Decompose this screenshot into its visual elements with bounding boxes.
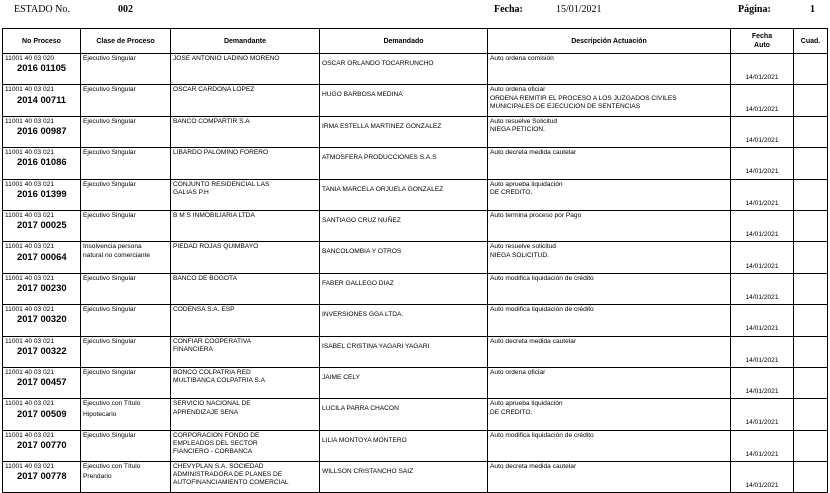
cell-demandante: OSCAR CARDONA LOPEZ [171, 85, 320, 116]
clase-proceso: Ejecutivo Singular [83, 180, 136, 188]
cell-clase [81, 179, 171, 210]
clase-proceso: Insolvencia persona natural no comerciante [83, 243, 151, 259]
cell-fecha-auto: 14/01/2021 [731, 242, 794, 273]
cell-cuad [794, 273, 828, 304]
pagina-label: Página: [738, 4, 771, 15]
cell-demandado: FABER GALLEGO DIAZ [320, 273, 488, 304]
clase-proceso: Ejecutivo Singular [83, 274, 136, 282]
col-header-demandado: Demandado [320, 29, 488, 54]
proceso-code: 11001 40 03 021 [5, 149, 55, 157]
cell-demandante: CONJUNTO RESIDENCIAL LAS GALIAS P.H [171, 179, 320, 210]
cell-proceso [3, 273, 81, 304]
cell-demandado: LUCILA PARRA CHACON [320, 399, 488, 430]
proceso-number: 2016 01105 [17, 62, 67, 74]
table-row [3, 305, 828, 336]
proceso-code: 11001 40 03 021 [5, 180, 55, 188]
cell-proceso [3, 148, 81, 179]
cell-fecha-auto: 14/01/2021 [731, 430, 794, 461]
table-row [3, 336, 828, 367]
proceso-code: 11001 40 03 021 [5, 400, 55, 408]
estado-table [2, 28, 828, 493]
cell-clase [81, 54, 171, 85]
proceso-code: 11001 40 03 021 [5, 368, 55, 376]
col-header-demandante: Demandante [171, 29, 320, 54]
cell-proceso [3, 85, 81, 116]
cell-clase [81, 305, 171, 336]
cell-cuad [794, 336, 828, 367]
cell-descripcion: Auto decreta medida cautelar [488, 336, 731, 367]
clase-proceso-extra: Hipotecario [83, 410, 117, 418]
cell-descripcion: Auto modifica liquidación de crédito [488, 305, 731, 336]
cell-descripcion: Auto resuelve Solicitud NIEGA PETICION. [488, 116, 731, 147]
cell-demandante: CORPORACION FONDO DE EMPLEADOS DEL SECTOR FIANCIERO - CORBANCA [171, 430, 320, 461]
table-row [3, 85, 828, 116]
proceso-number: 2016 01399 [17, 187, 67, 199]
cell-demandante: JOSE ANTONIO LADINO MORENO [171, 54, 320, 85]
fecha-value: 15/01/2021 [556, 4, 602, 15]
cell-cuad [794, 148, 828, 179]
cell-descripcion: Auto modifica liquidación de crédito [488, 430, 731, 461]
cell-demandado: JAIME CELY [320, 367, 488, 398]
col-header-proceso: No Proceso [3, 29, 81, 54]
proceso-code: 11001 40 03 021 [5, 86, 55, 94]
cell-descripcion: Auto resuelve solicitud NIEGA SOLICITUD. [488, 242, 731, 273]
table-row [3, 54, 828, 85]
proceso-code: 11001 40 03 021 [5, 117, 55, 125]
col-header-clase: Clase de Proceso [81, 29, 171, 54]
cell-proceso [3, 430, 81, 461]
clase-proceso: Ejecutivo Singular [83, 368, 136, 376]
col-header-fecha-auto: Fecha Auto [731, 29, 794, 54]
proceso-code: 11001 40 03 020 [5, 55, 55, 62]
proceso-code: 11001 40 03 021 [5, 337, 55, 345]
cell-fecha-auto: 14/01/2021 [731, 273, 794, 304]
cell-demandado: OSCAR ORLANDO TOCARRUNCHO [320, 54, 488, 85]
table-row [3, 462, 828, 493]
cell-clase [81, 242, 171, 273]
cell-demandante: BANCO DE BOGOTA [171, 273, 320, 304]
cell-demandante: B M S INMOBILIARIA LTDA [171, 210, 320, 241]
cell-proceso [3, 336, 81, 367]
table-row [3, 116, 828, 147]
cell-cuad [794, 242, 828, 273]
proceso-number: 2016 00987 [17, 124, 67, 136]
cell-clase [81, 430, 171, 461]
cell-cuad [794, 85, 828, 116]
cell-descripcion: Auto decreta medida cautelar [488, 462, 731, 493]
cell-fecha-auto: 14/01/2021 [731, 367, 794, 398]
cell-demandante: CHEVYPLAN S.A. SOCIEDAD ADMINISTRADORA DE PLANES DE AUTOFINANCIAMIENTO COMERCIAL [171, 462, 320, 493]
cell-demandado: SANTIAGO CRUZ NUÑEZ [320, 210, 488, 241]
proceso-number: 2017 00230 [17, 281, 67, 293]
cell-descripcion: Auto termina proceso por Pago [488, 210, 731, 241]
table-row [3, 273, 828, 304]
cell-clase [81, 148, 171, 179]
cell-cuad [794, 116, 828, 147]
cell-descripcion: Auto ordena comisión [488, 54, 731, 85]
cell-cuad [794, 399, 828, 430]
proceso-code: 11001 40 03 021 [5, 306, 55, 314]
clase-proceso: Ejecutivo Singular [83, 431, 136, 439]
cell-fecha-auto: 14/01/2021 [731, 305, 794, 336]
proceso-code: 11001 40 03 021 [5, 274, 55, 282]
cell-cuad [794, 54, 828, 85]
table-row [3, 179, 828, 210]
proceso-number: 2017 00064 [17, 250, 67, 262]
cell-fecha-auto: 14/01/2021 [731, 179, 794, 210]
cell-demandado: LILIA MONTOYA MONTERO [320, 430, 488, 461]
cell-descripcion: Auto modifica liquidación de crédito [488, 273, 731, 304]
cell-clase [81, 462, 171, 493]
col-header-cuad: Cuad. [794, 29, 828, 54]
proceso-code: 11001 40 03 021 [5, 431, 55, 439]
cell-proceso [3, 54, 81, 85]
clase-proceso: Ejecutivo Singular [83, 211, 136, 219]
table-row [3, 210, 828, 241]
cell-demandado: WILLSON CRISTANCHO SAIZ [320, 462, 488, 493]
cell-demandado: TANIA MARCELA ORJUELA GONZALEZ [320, 179, 488, 210]
cell-demandado: IRMA ESTELLA MARTINEZ GONZALEZ [320, 116, 488, 147]
clase-proceso: Ejecutivo Singular [83, 55, 136, 62]
proceso-number: 2017 00778 [17, 470, 67, 482]
cell-proceso [3, 399, 81, 430]
cell-fecha-auto: 14/01/2021 [731, 336, 794, 367]
clase-proceso-extra: Prendario [83, 473, 112, 481]
cell-clase [81, 210, 171, 241]
cell-clase [81, 367, 171, 398]
table-row [3, 242, 828, 273]
col-header-descripcion: Descripción Actuación [488, 29, 731, 54]
proceso-number: 2017 00457 [17, 376, 67, 388]
clase-proceso: Ejecutivo Singular [83, 149, 136, 157]
proceso-number: 2017 00509 [17, 407, 67, 419]
clase-proceso: Ejecutivo Singular [83, 117, 136, 125]
proceso-number: 2017 00320 [17, 313, 67, 325]
proceso-number: 2017 00322 [17, 344, 67, 356]
table-row [3, 399, 828, 430]
cell-demandado: ATMOSFERA PRODUCCIONES S.A.S [320, 148, 488, 179]
cell-descripcion: Auto aprueba liquidación DE CREDITO. [488, 399, 731, 430]
cell-proceso [3, 305, 81, 336]
cell-fecha-auto: 14/01/2021 [731, 399, 794, 430]
fecha-label: Fecha: [494, 4, 523, 15]
cell-demandado: BANCOLOMBIA Y OTROS [320, 242, 488, 273]
cell-proceso [3, 179, 81, 210]
cell-descripcion: Auto ordena oficiar [488, 367, 731, 398]
proceso-code: 11001 40 03 021 [5, 463, 55, 471]
cell-cuad [794, 305, 828, 336]
proceso-number: 2014 00711 [17, 93, 67, 105]
cell-clase [81, 399, 171, 430]
cell-clase [81, 85, 171, 116]
cell-cuad [794, 430, 828, 461]
table-row [3, 148, 828, 179]
proceso-number: 2017 00025 [17, 219, 67, 231]
cell-cuad [794, 462, 828, 493]
cell-proceso [3, 462, 81, 493]
estado-value: 002 [118, 4, 133, 15]
cell-demandado: HUGO BARBOSA MEDINA [320, 85, 488, 116]
report-header [0, 4, 830, 20]
clase-proceso: Ejecutivo Singular [83, 86, 136, 94]
cell-clase [81, 116, 171, 147]
cell-demandante: LIBARDO PALOMINO FORERO [171, 148, 320, 179]
proceso-code: 11001 40 03 021 [5, 243, 55, 251]
clase-proceso: Ejecutivo con Título [83, 400, 141, 408]
cell-proceso [3, 210, 81, 241]
table-row [3, 367, 828, 398]
clase-proceso: Ejecutivo Singular [83, 337, 136, 345]
cell-demandante: PIEDAD ROJAS QUIMBAYO [171, 242, 320, 273]
cell-fecha-auto: 14/01/2021 [731, 54, 794, 85]
cell-fecha-auto: 14/01/2021 [731, 462, 794, 493]
cell-descripcion: Auto decreta medida cautelar [488, 148, 731, 179]
cell-demandado: ISABEL CRISTINA YAGARI YAGARI [320, 336, 488, 367]
proceso-number: 2017 00770 [17, 438, 67, 450]
proceso-number: 2016 01086 [17, 156, 67, 168]
cell-cuad [794, 367, 828, 398]
cell-demandante: BONCO COLPATRIA RED MULTIBANCA COLPATRIA S.A [171, 367, 320, 398]
cell-demandado: INVERSIONES GGA LTDA. [320, 305, 488, 336]
clase-proceso: Ejecutivo Singular [83, 306, 136, 314]
table-row [3, 430, 828, 461]
clase-proceso: Ejecutivo con Título [83, 463, 141, 471]
cell-descripcion: Auto ordena oficiar ORDENA REMITIR EL PROCESO A LOS JUZGADOS CIVILES MUNICIPALES DE EJECUCION DE SENTENCIAS [488, 85, 731, 116]
cell-descripcion: Auto aprueba liquidación DE CREDITO. [488, 179, 731, 210]
pagina-value: 1 [810, 4, 815, 15]
proceso-code: 11001 40 03 021 [5, 211, 55, 219]
cell-demandante: SERVICIO NACIONAL DE APRENDIZAJE SENA [171, 399, 320, 430]
cell-fecha-auto: 14/01/2021 [731, 85, 794, 116]
cell-fecha-auto: 14/01/2021 [731, 148, 794, 179]
cell-fecha-auto: 14/01/2021 [731, 210, 794, 241]
cell-demandante: BANCO COMPARTIR S.A [171, 116, 320, 147]
cell-cuad [794, 179, 828, 210]
table-header-row [3, 29, 828, 54]
cell-clase [81, 273, 171, 304]
cell-proceso [3, 242, 81, 273]
cell-proceso [3, 116, 81, 147]
estado-label: ESTADO No. [14, 4, 70, 15]
cell-cuad [794, 210, 828, 241]
cell-demandante: CODENSA S.A. ESP [171, 305, 320, 336]
cell-proceso [3, 367, 81, 398]
cell-demandante: CONFIAR COOPERATIVA FINANCIERA [171, 336, 320, 367]
cell-fecha-auto: 14/01/2021 [731, 116, 794, 147]
cell-clase [81, 336, 171, 367]
